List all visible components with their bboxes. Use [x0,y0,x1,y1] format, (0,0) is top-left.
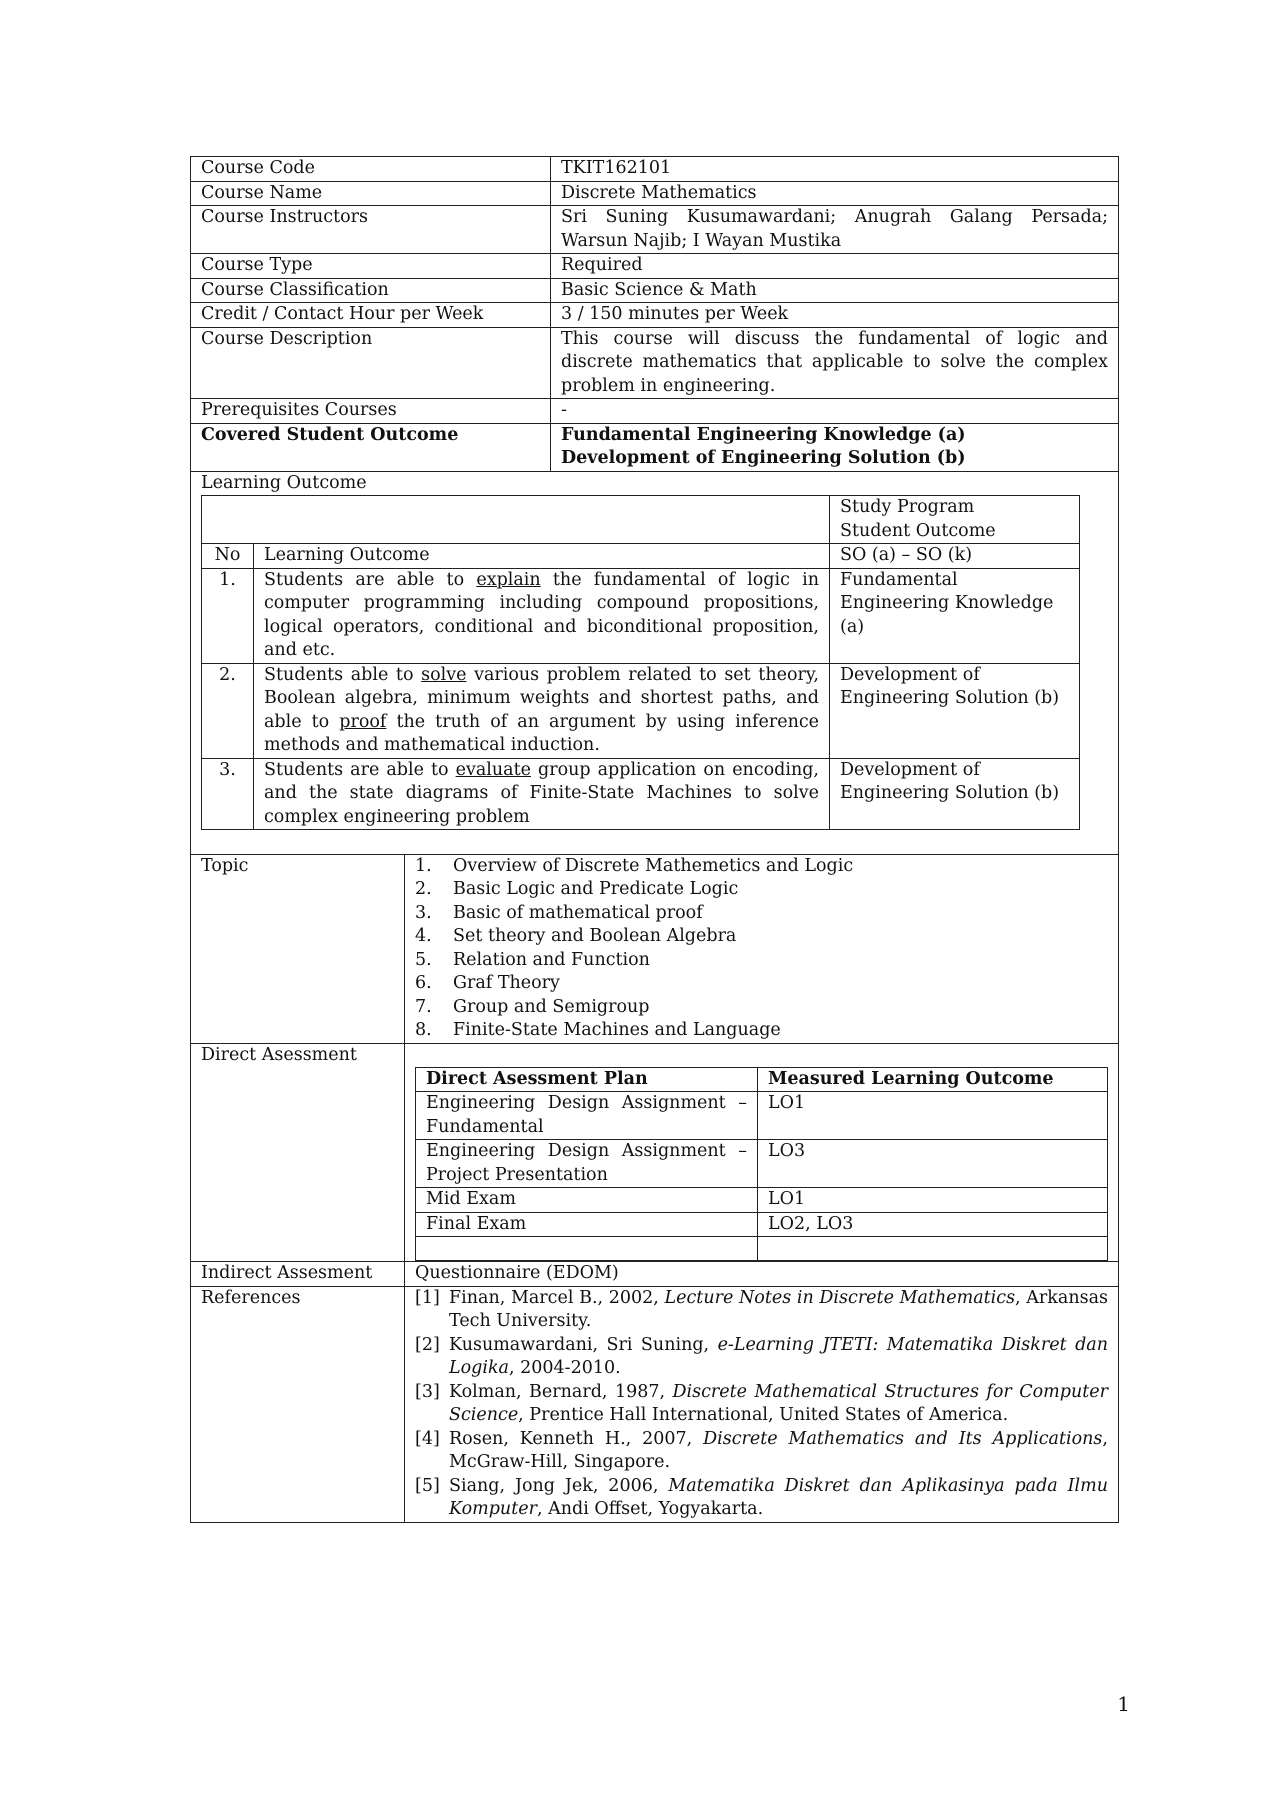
course-name-row [191,181,1119,206]
col-learning-outcome: Learning Outcome [254,544,830,569]
da-row [416,1212,1108,1237]
lo-text-part: group application on encoding, and the state diagrams of Finite-State Machines to solve complex engineering problem [264,759,819,827]
indirect-assessment-value: Questionnaire (EDOM) [405,1262,1119,1287]
topic-number: 2. [415,879,432,900]
topic-text: Relation and Function [453,949,650,970]
reference-author: Kusumawardani, Sri Suning, [449,1334,718,1355]
topic-number: 4. [415,926,432,947]
lo-number: 2. [202,663,254,758]
da-plan: Final Exam [416,1212,758,1237]
lo-text [254,663,830,758]
reference-title: Matematika Diskret dan Aplikasinya pada Ilmu Komputer [449,1475,1108,1520]
course-type-value: Required [551,254,1119,279]
reference-author: Siang, Jong Jek, 2006, [449,1475,669,1496]
reference-item [415,1381,1108,1428]
lo-verb: evaluate [455,759,531,780]
topic-number: 3. [415,902,432,923]
topic-item [415,925,1108,949]
course-description-value: This course will discuss the fundamental of logic and discrete mathematics that applicable to solve the complex problem in engineering. [551,327,1119,399]
course-syllabus [190,156,1118,1523]
da-row-empty [416,1237,1108,1261]
topic-item [415,949,1108,973]
so-header-line-2: Student Outcome [840,520,996,541]
da-lo: LO3 [758,1140,1108,1188]
reference-list [415,1287,1108,1522]
topic-item [415,855,1108,879]
reference-text [449,1381,1108,1428]
lo-row-2 [202,663,1080,758]
reference-number: [4] [415,1428,440,1449]
learning-outcome-row [191,471,1119,855]
course-info-table [190,156,1119,855]
lo-row-3 [202,758,1080,830]
reference-text [449,1475,1108,1522]
da-plan: Engineering Design Assignment – Project Presentation [416,1140,758,1188]
reference-title: e-Learning JTETI: Matematika Diskret dan Logika [449,1334,1109,1379]
reference-title: Discrete Mathematical Structures for Computer Science [449,1381,1108,1426]
lo-verb: solve [421,664,467,685]
topic-text: Group and Semigroup [453,996,650,1017]
reference-text [449,1428,1108,1475]
da-row [416,1092,1108,1140]
reference-item [415,1287,1108,1334]
course-description-row [191,327,1119,399]
topic-row [191,854,1119,1043]
so-header [830,496,1080,544]
da-plan: Engineering Design Assignment – Fundamental [416,1092,758,1140]
reference-publisher: , Andi Offset, Yogyakarta. [536,1499,764,1520]
covered-outcome-b: Development of Engineering Solution (b) [561,448,966,468]
course-credit-value: 3 / 150 minutes per Week [551,303,1119,328]
course-instructors-label: Course Instructors [191,206,551,254]
reference-number: [5] [415,1475,440,1496]
da-header-row [416,1067,1108,1092]
course-description-label: Course Description [191,327,551,399]
lo-text-part: Students are able to [264,759,456,780]
reference-author: Kolman, Bernard, 1987, [449,1381,673,1402]
reference-publisher: , Arkansas Tech University. [449,1287,1108,1332]
lo-text-part: Students able to [264,664,422,685]
learning-outcome-label: Learning Outcome [201,472,367,493]
topic-text: Basic of mathematical proof [453,902,703,923]
topic-list-cell [405,854,1119,1043]
covered-outcome-a: Fundamental Engineering Knowledge (a) [561,424,966,445]
lo-text [254,568,830,663]
reference-publisher: , McGraw-Hill, Singapore. [449,1428,1108,1473]
topic-text: Basic Logic and Predicate Logic [453,879,739,900]
indirect-assessment-label: Indirect Assesment [191,1262,405,1287]
col-so: SO (a) – SO (k) [830,544,1080,569]
references-label: References [191,1286,405,1522]
learning-outcome-table [201,495,1080,830]
lo-header-top [202,496,1080,544]
da-header-plan: Direct Asessment Plan [416,1067,758,1092]
course-classification-label: Course Classification [191,278,551,303]
reference-text [449,1334,1108,1381]
topic-number: 8. [415,1020,432,1041]
da-lo: LO1 [758,1188,1108,1213]
covered-outcome-row [191,423,1119,471]
direct-assessment-table [415,1067,1108,1262]
course-credit-row [191,303,1119,328]
covered-outcome-label: Covered Student Outcome [191,423,551,471]
course-detail-table [190,854,1119,1523]
topic-item [415,902,1108,926]
da-plan: Mid Exam [416,1188,758,1213]
course-code-label: Course Code [191,157,551,182]
page-number: 1 [1117,1692,1130,1716]
da-lo [758,1237,1108,1261]
references-row [191,1286,1119,1522]
reference-publisher: , 2004-2010. [509,1358,621,1379]
lo-so: Development of Engineering Solution (b) [830,663,1080,758]
lo-text-part: various problem related to set theory, Boolean algebra, minimum weights and shortest paths, and able to [264,664,819,732]
course-code-value: TKIT162101 [551,157,1119,182]
topic-item [415,1019,1108,1043]
reference-author: Rosen, Kenneth H., 2007, [449,1428,704,1449]
lo-text-part: the truth of an argument by using inference methods and mathematical induction. [264,711,819,755]
topic-text: Overview of Discrete Mathemetics and Logic [453,855,854,876]
reference-text [449,1287,1108,1334]
prerequisites-label: Prerequisites Courses [191,399,551,424]
lo-so: Development of Engineering Solution (b) [830,758,1080,830]
lo-header-row [202,544,1080,569]
reference-item [415,1475,1108,1522]
lo-number: 1. [202,568,254,663]
topic-item [415,996,1108,1020]
course-type-row [191,254,1119,279]
reference-item [415,1428,1108,1475]
topic-text: Set theory and Boolean Algebra [453,926,737,947]
course-code-row [191,157,1119,182]
topic-number: 1. [415,855,432,876]
topic-number: 6. [415,973,432,994]
learning-outcome-section [191,471,1119,855]
topic-item [415,878,1108,902]
reference-author: Finan, Marcel B., 2002, [449,1287,665,1308]
lo-row-1 [202,568,1080,663]
topic-text: Graf Theory [453,973,560,994]
lo-so: Fundamental Engineering Knowledge (a) [830,568,1080,663]
topic-number: 7. [415,996,432,1017]
direct-assessment-row [191,1043,1119,1262]
course-type-label: Course Type [191,254,551,279]
course-classification-row [191,278,1119,303]
col-no: No [202,544,254,569]
da-plan [416,1237,758,1261]
course-name-value: Discrete Mathematics [551,181,1119,206]
da-lo: LO1 [758,1092,1108,1140]
reference-number: [3] [415,1381,440,1402]
topic-number: 5. [415,949,432,970]
prerequisites-value: - [551,399,1119,424]
lo-text [254,758,830,830]
course-instructors-value: Sri Suning Kusumawardani; Anugrah Galang Persada; Warsun Najib; I Wayan Mustika [551,206,1119,254]
reference-title: Discrete Mathematics and Its Applications [703,1428,1103,1449]
topic-list [415,855,1108,1043]
course-credit-label: Credit / Contact Hour per Week [191,303,551,328]
topic-label: Topic [191,854,405,1043]
reference-number: [1] [415,1287,440,1308]
prerequisites-row [191,399,1119,424]
lo-text-part: Students are able to [264,569,477,590]
da-row [416,1140,1108,1188]
course-classification-value: Basic Science & Math [551,278,1119,303]
da-lo: LO2, LO3 [758,1212,1108,1237]
direct-assessment-label: Direct Asessment [191,1043,405,1262]
direct-assessment-cell [405,1043,1119,1262]
lo-text-part: the fundamental of logic in computer programming including compound propositions, logical operators, conditional and biconditional proposition, and etc. [264,569,819,660]
topic-text: Finite-State Machines and Language [453,1020,781,1041]
lo-verb: proof [339,711,387,732]
course-instructors-row [191,206,1119,254]
reference-number: [2] [415,1334,440,1355]
reference-title: Lecture Notes in Discrete Mathematics [664,1287,1016,1308]
so-header-line-1: Study Program [840,497,975,517]
da-row [416,1188,1108,1213]
lo-verb: explain [476,569,541,590]
indirect-assessment-row [191,1262,1119,1287]
reference-item [415,1334,1108,1381]
da-header-measured: Measured Learning Outcome [758,1067,1108,1092]
course-name-label: Course Name [191,181,551,206]
covered-outcome-value [551,423,1119,471]
lo-number: 3. [202,758,254,830]
topic-item [415,972,1108,996]
reference-publisher: , Prentice Hall International, United States of America. [518,1405,1009,1426]
references-cell [405,1286,1119,1522]
